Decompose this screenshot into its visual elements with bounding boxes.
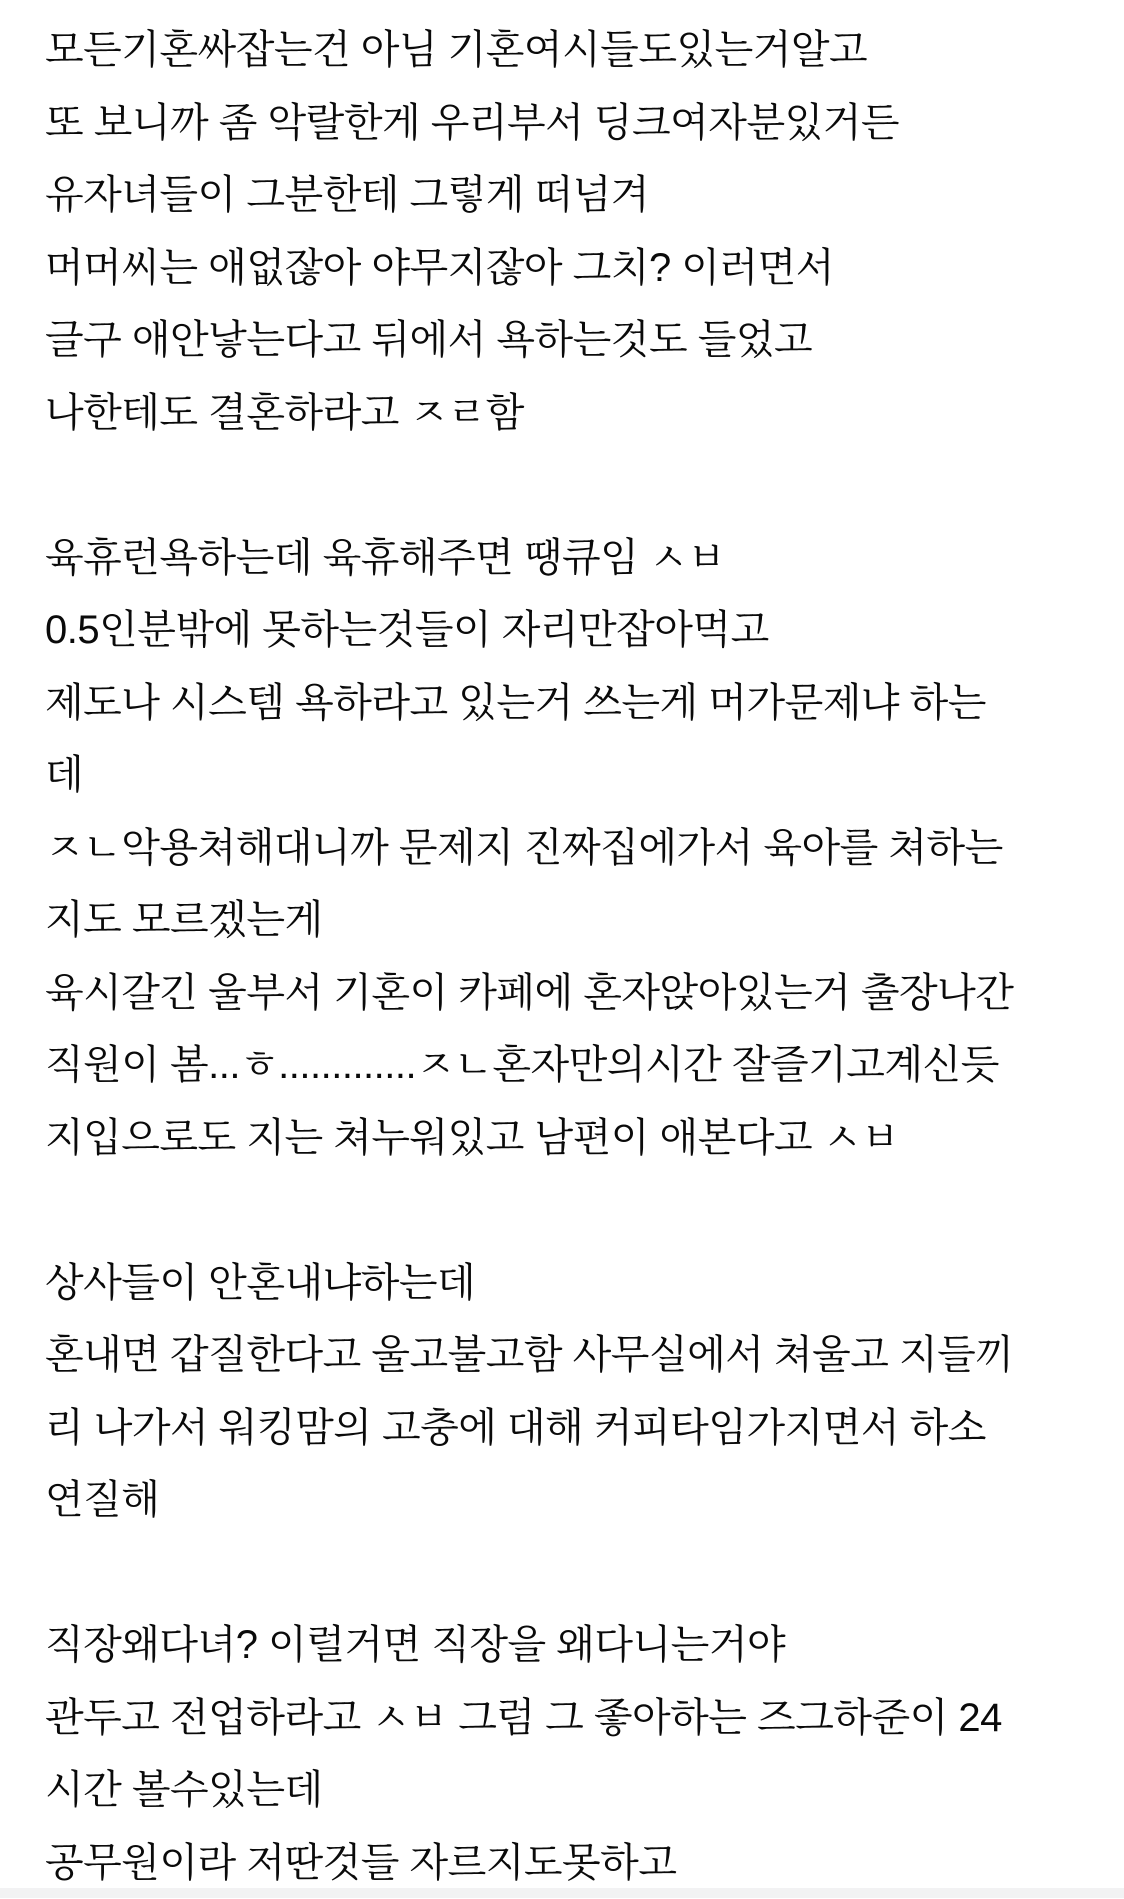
- text-line: ㅈㄴ악용쳐해대니까 문제지 진짜집에가서 육아를 쳐하는: [45, 812, 1094, 885]
- paragraph: [45, 522, 1094, 1175]
- bottom-strip: [0, 1888, 1124, 1898]
- text-line: 제도나 시스템 욕하라고 있는거 쓰는게 머가문제냐 하는: [45, 667, 1094, 740]
- paragraph: [45, 1609, 1094, 1899]
- text-line: 육휴런욕하는데 육휴해주면 땡큐임 ㅅㅂ: [45, 522, 1094, 595]
- text-line: 글구 애안낳는다고 뒤에서 욕하는것도 들었고: [45, 304, 1094, 377]
- text-line: 혼내면 갑질한다고 울고불고함 사무실에서 쳐울고 지들끼: [45, 1319, 1094, 1392]
- text-line: 공무원이라 저딴것들 자르지도못하고: [45, 1827, 1094, 1899]
- text-line: 직원이 봄...ㅎ.............ㅈㄴ혼자만의시간 잘즐기고계신듯: [45, 1029, 1094, 1102]
- text-line: 데: [45, 739, 1094, 812]
- text-line: 머머씨는 애없잖아 야무지잖아 그치? 이러면서: [45, 232, 1094, 305]
- text-line: 지입으로도 지는 쳐누워있고 남편이 애본다고 ㅅㅂ: [45, 1102, 1094, 1175]
- text-line: 0.5인분밖에 못하는것들이 자리만잡아먹고: [45, 594, 1094, 667]
- text-line: 또 보니까 좀 악랄한게 우리부서 딩크여자분있거든: [45, 87, 1094, 160]
- text-line: 모든기혼싸잡는건 아님 기혼여시들도있는거알고: [45, 14, 1094, 87]
- text-line: 육시갈긴 울부서 기혼이 카페에 혼자앉아있는거 출장나간: [45, 957, 1094, 1030]
- paragraph: [45, 14, 1094, 449]
- text-line: 시간 볼수있는데: [45, 1754, 1094, 1827]
- text-line: 유자녀들이 그분한테 그렇게 떠넘겨: [45, 159, 1094, 232]
- text-line: 상사들이 안혼내냐하는데: [45, 1247, 1094, 1320]
- text-line: 직장왜다녀? 이럴거면 직장을 왜다니는거야: [45, 1609, 1094, 1682]
- text-line: 지도 모르겠는게: [45, 884, 1094, 957]
- paragraph: [45, 1247, 1094, 1537]
- text-line: 연질해: [45, 1464, 1094, 1537]
- text-line: 관두고 전업하라고 ㅅㅂ 그럼 그 좋아하는 즈그하준이 24: [45, 1682, 1094, 1755]
- post-content: [45, 14, 1094, 1899]
- text-line: 리 나가서 워킹맘의 고충에 대해 커피타임가지면서 하소: [45, 1392, 1094, 1465]
- text-line: 나한테도 결혼하라고 ㅈㄹ함: [45, 377, 1094, 450]
